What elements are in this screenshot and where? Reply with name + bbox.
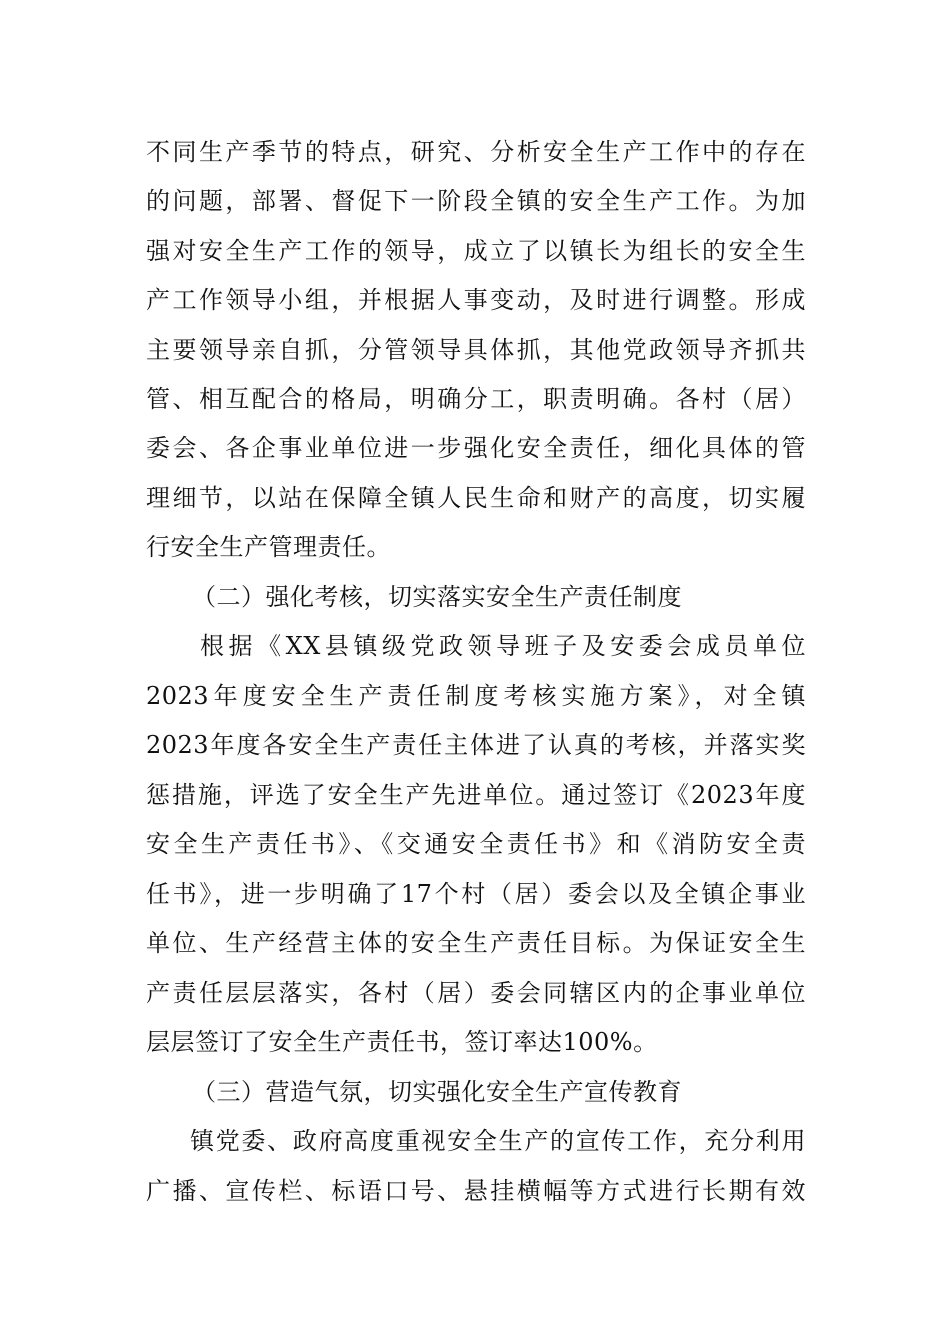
body-text-line: 强对安全生产工作的领导，成立了以镇长为组长的安全生 xyxy=(146,237,806,265)
body-text-line: 2023年度安全生产责任制度考核实施方案》，对全镇 xyxy=(146,682,806,710)
body-text-line: 产责任层层落实，各村（居）委会同辖区内的企事业单位 xyxy=(146,979,806,1007)
body-text-line: 镇党委、政府高度重视安全生产的宣传工作，充分利用 xyxy=(190,1127,806,1155)
body-text-line: 行安全生产管理责任。 xyxy=(146,533,391,561)
body-text-line: 管、相互配合的格局，明确分工，职责明确。各村（居） xyxy=(146,385,806,413)
body-text-line: 单位、生产经营主体的安全生产责任目标。为保证安全生 xyxy=(146,929,806,957)
body-text-line: 的问题，部署、督促下一阶段全镇的安全生产工作。为加 xyxy=(146,187,806,215)
body-text-line: 产工作领导小组，并根据人事变动，及时进行调整。形成 xyxy=(146,286,806,314)
body-text-line: 2023年度各安全生产责任主体进了认真的考核，并落实奖 xyxy=(146,731,806,759)
body-text-line: 不同生产季节的特点，研究、分析安全生产工作中的存在 xyxy=(146,138,806,166)
body-text-line: 任书》，进一步明确了17个村（居）委会以及全镇企事业 xyxy=(146,880,806,908)
body-text-line: 安全生产责任书》、《交通安全责任书》和《消防安全责 xyxy=(146,830,806,858)
body-text-line: 理细节，以站在保障全镇人民生命和财产的高度，切实履 xyxy=(146,484,806,512)
body-text-line: 广播、宣传栏、标语口号、悬挂横幅等方式进行长期有效 xyxy=(146,1177,806,1205)
body-text-line: 根据《XX县镇级党政领导班子及安委会成员单位 xyxy=(200,632,806,660)
body-text-line: 惩措施，评选了安全生产先进单位。通过签订《2023年度 xyxy=(146,781,806,809)
section-heading-2: （二）强化考核，切实落实安全生产责任制度 xyxy=(192,583,682,611)
body-text-line: 层层签订了安全生产责任书，签订率达100%。 xyxy=(146,1028,658,1056)
body-text-line: 主要领导亲自抓，分管领导具体抓，其他党政领导齐抓共 xyxy=(146,336,806,364)
section-heading-3: （三）营造气氛，切实强化安全生产宣传教育 xyxy=(192,1078,682,1106)
body-text-line: 委会、各企事业单位进一步强化安全责任，细化具体的管 xyxy=(146,434,806,462)
